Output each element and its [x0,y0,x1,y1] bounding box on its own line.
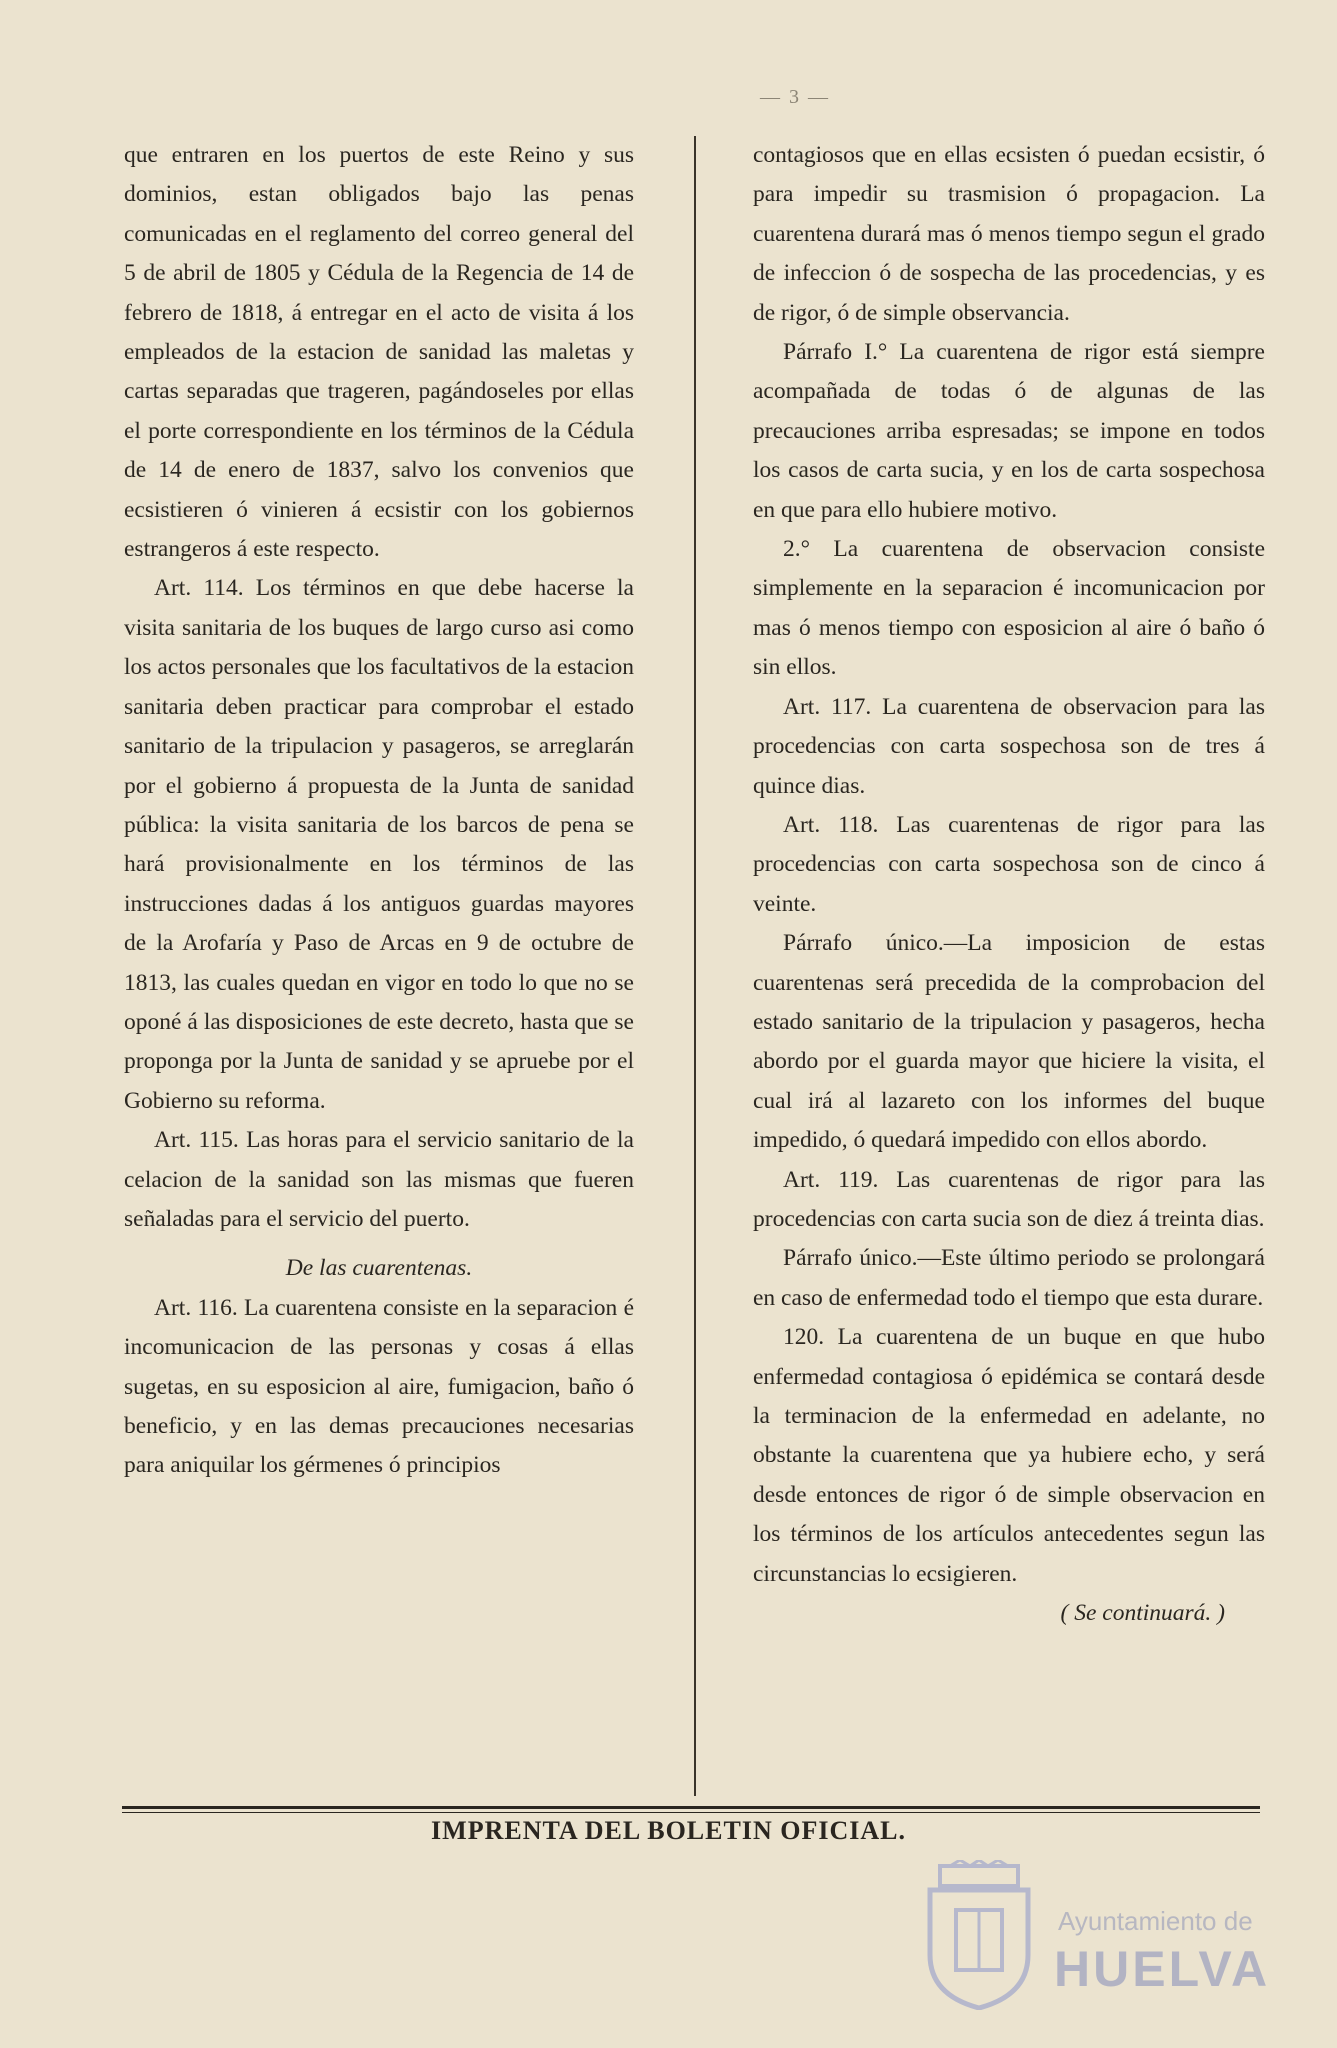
article-116: Art. 116. La cuarentena consiste en la separacion é incomunicacion de las personas y cosas á ellas sugetas, en su esposicion al aire, fumigacion, baño ó beneficio, y en las demas precauciones necesarias para aniquilar los gérmenes ó principios [124,1294,634,1479]
imprint-line: IMPRENTA DEL BOLETIN OFICIAL. [431,1816,906,1845]
watermark-line1: Ayuntamiento de [1058,1906,1253,1936]
section-heading: De las cuarentenas. [285,1255,473,1282]
right-column [753,136,1265,1633]
article-118: Art. 118. Las cuarentenas de rigor para las procedencias con carta sospechosa son de cinco á veinte. [753,811,1265,917]
watermark-logo [920,1860,1280,2010]
paragraph: Párrafo único.—Este último periodo se prolongará en caso de enfermedad todo el tiempo que esta durare. [753,1245,1265,1311]
article-115: Art. 115. Las horas para el servicio sanitario de la celacion de la sanidad son las mismas que fueren señaladas para el servicio del puerto. [124,1127,634,1232]
watermark-line2: HUELVA [1054,1941,1271,1997]
paragraph: que entraren en los puertos de este Reino y sus dominios, estan obligados bajo las penas comunicadas en el reglamento del correo general del 5 de abril de 1805 y Cédula de la Regencia de 14 de febrero de 1818, á entregar en el acto de visita á los empleados de la estacion de sanidad las maletas y cartas separadas que trageren, pagándoseles por ellas el porte correspondiente en los términos de la Cédula de 14 de enero de 1837, salvo los convenios que ecsistieren ó vinieren á ecsistir con los gobiernos estrangeros á este respecto. [124,142,634,563]
article-114: Art. 114. Los términos en que debe hacerse la visita sanitaria de los buques de largo curso asi como los actos personales que los facultativos de la estacion sanitaria deben practicar para comprobar el estado sanitario de la tripulacion y pasageros, se arreglarán por el gobierno á propuesta de la Junta de sanidad pública: la visita sanitaria de los barcos de pena se hará provisionalmente en los términos de las instrucciones dadas á los antiguos guardas mayores de la Arofaría y Paso de Arcas en 9 de octubre de 1813, las cuales quedan en vigor en todo lo que no se oponé á las disposiciones de este decreto, hasta que se proponga por la Junta de sanidad y se apruebe por el Gobierno su reforma. [124,575,634,1114]
shield-icon [920,1860,1038,2010]
column-divider [694,136,696,1796]
page-number: — 3 — [760,86,830,108]
article-120: 120. La cuarentena de un buque en que hubo enfermedad contagiosa ó epidémica se contará desde la terminacion de la enfermedad en adelante, no obstante la cuarentena que ya hubiere echo, y será desde entonces de rigor ó de simple observacion en los términos de los artículos antecedentes segun las circunstancias lo ecsigieren. [753,1324,1265,1587]
footer-rule [122,1806,1260,1809]
article-119: Art. 119. Las cuarentenas de rigor para las procedencias con carta sucia son de diez á treinta dias. [753,1166,1265,1232]
paragraph: Párrafo I.° La cuarentena de rigor está siempre acompañada de todas ó de algunas de las precauciones arriba espresadas; se impone en todos los casos de carta sucia, y en los de carta sospechosa en que para ello hubiere motivo. [753,339,1265,523]
left-column [124,136,634,1486]
footer-rule-thin [122,1812,1260,1813]
paragraph: contagiosos que en ellas ecsisten ó puedan ecsistir, ó para impedir su trasmision ó propagacion. La cuarentena durará mas ó menos tiempo segun el grado de infeccion ó de sospecha de las procedencias, y es de rigor, ó de simple observancia. [753,142,1265,326]
paragraph: Párrafo único.—La imposicion de estas cuarentenas será precedida de la comprobacion del estado sanitario de la tripulacion y pasageros, hecha abordo por el guarda mayor que hiciere la visita, el cual irá al lazareto con los informes del buque impedido, ó quedará impedido con ellos abordo. [753,930,1265,1154]
article-117: Art. 117. La cuarentena de observacion para las procedencias con carta sospechosa son de tres á quince dias. [753,693,1265,799]
continuation-note: ( Se continuará. ) [1060,1600,1225,1627]
paragraph: 2.° La cuarentena de observacion consiste simplemente en la separacion é incomunicacion por mas ó menos tiempo con esposicion al aire ó baño ó sin ellos. [753,536,1265,681]
